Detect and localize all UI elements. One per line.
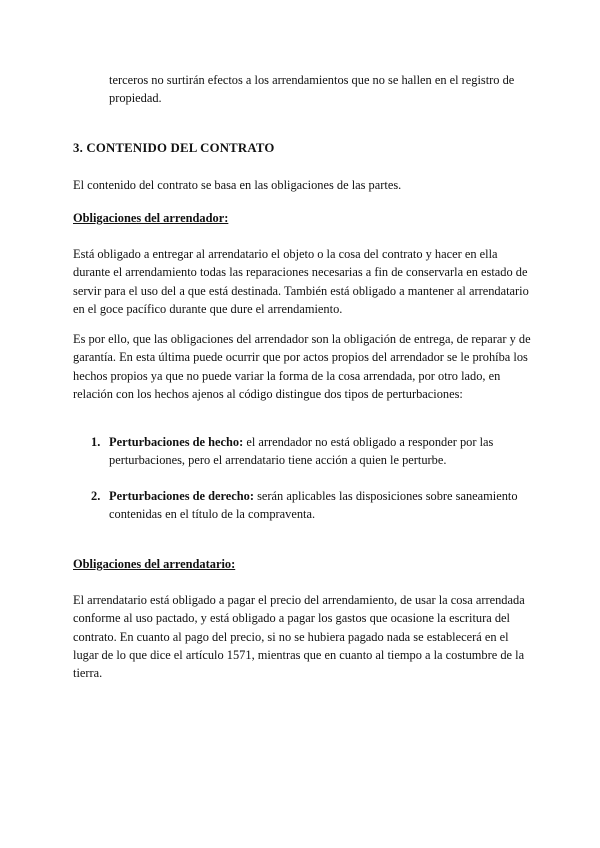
list-item-title: Perturbaciones de hecho: (109, 435, 244, 449)
intro-continuation-paragraph: terceros no surtirán efectos a los arrendamientos que no se hallen en el registro de propiedad. (109, 73, 515, 106)
arrendatario-heading: Obligaciones del arrendatario: (73, 557, 236, 571)
list-item-text: serán aplicables las disposiciones sobre saneamiento contenidas en el título de la compraventa. (109, 489, 518, 522)
list-item-body (109, 433, 531, 470)
section-heading: 3. CONTENIDO DEL CONTRATO (73, 141, 275, 155)
list-item-title: Perturbaciones de derecho: (109, 489, 254, 503)
list-item-perturbaciones-hecho (91, 433, 531, 470)
arrendador-heading: Obligaciones del arrendador: (73, 211, 229, 225)
list-number: 1. (91, 435, 101, 449)
section-intro-paragraph: El contenido del contrato se basa en las obligaciones de las partes. (73, 178, 402, 192)
arrendador-paragraph-1: Está obligado a entregar al arrendatario el objeto o la cosa del contrato y hacer en ella durante el arrendamiento todas las reparaciones necesarias a fin de conservarla en estado de servir para el uso del a que está destinada. También está obligado a mantener al arrendatario en el goce pacífico durante que dure el arrendamiento. (73, 247, 529, 316)
list-item-body (109, 487, 531, 524)
list-number: 2. (91, 489, 101, 503)
arrendatario-paragraph: El arrendatario está obligado a pagar el precio del arrendamiento, de usar la cosa arrendada conforme al uso pactado, y está obligado a pagar los gastos que ocasione la escritura del contrato. En cuanto al pago del precio, si no se hubiera pagado nada se establecerá en el lugar de lo que dice el artículo 1571, mientras que en cuanto al tiempo a la costumbre de la tierra. (73, 593, 525, 681)
arrendador-paragraph-2: Es por ello, que las obligaciones del arrendador son la obligación de entrega, de reparar y de garantía. En esta última puede ocurrir que por actos propios del arrendador se le prohíba los hechos propios ya que no puede variar la forma de la cosa arrendada, por otro lado, en relación con los hechos ajenos al código distingue dos tipos de perturbaciones: (73, 332, 531, 401)
list-item-text: el arrendador no está obligado a responder por las perturbaciones, pero el arrendatario tiene acción a quien le perturbe. (109, 435, 494, 468)
list-item-perturbaciones-derecho (91, 487, 531, 524)
